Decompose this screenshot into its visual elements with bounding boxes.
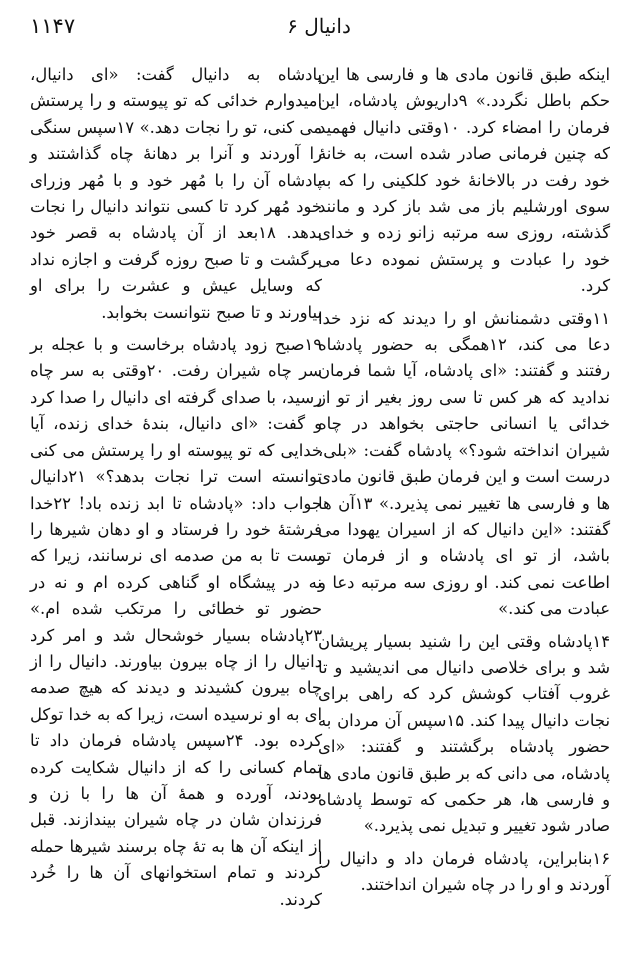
- paragraph: ۱۴پادشاه وقتی این را شنید بسیار پریشان شد و برای خلاصی دانیال می اندیشید و تا غروب آفتاب کوشش کرد که راهی برای نجات دانیال پیدا کند. ۱۵سپس آن مردان به حضور پادشاه برگشتند و گفتند: «ای پادشاه، می دانی که بر طبق قانون مادی ها و فارسی ها، هر حکمی که توسط پادشاه صادر شود تغییر و تبدیل نمی پذیرد.»: [318, 631, 611, 836]
- page-number: ۱۱۴۷: [30, 14, 76, 38]
- paragraph: اینکه طبق قانون مادی ها و فارسی ها این حکم باطل نگردد.» ۹داریوش پادشاه، این فرمان را امضاء کرد. ۱۰وقتی دانیال فهمید که چنین فرمانی صادر شده است، به خانهٔ خود رفت در بالاخانهٔ خود کلکینی را که به سوی اورشلیم باز می شد باز کرد و مانند گذشته، روزی سه مرتبه زانو زده و خدای خود را عبادت و پرستش نموده دعا می کرد.: [318, 65, 611, 296]
- paragraph: ۱۶بنابراین، پادشاه فرمان داد و دانیال را آوردند و او را در چاه شیران انداختند.: [318, 848, 610, 895]
- right-text-column: [318, 62, 610, 899]
- running-title: دانیال ۶: [287, 14, 351, 38]
- left-text-column: [30, 62, 322, 913]
- paragraph: ۱۱وقتی دشمنانش او را دیدند که نزد خدا دعا می کند، ۱۲همگی به حضور پادشاه رفتند و گفتند: «ای پادشاه، آیا شما فرمان ندادید که هر کس تا سی روز بغیر از تو از خدائی یا انسانی حاجتی بخواهد در چاه شیران انداخته شود؟» پادشاه گفت: «بلی، درست است و این فرمان طبق قانون مادی ها و فارسی ها تغییر نمی پذیرد.» ۱۳آن ها گفتند: «این دانیال که از اسیران یهودا می باشد، از تو ای پادشاه و از فرمان تو اطاعت نمی کند. او روزی سه مرتبه دعا و عبادت می کند.»: [318, 308, 610, 619]
- paragraph: پادشاه به دانیال گفت: «ای دانیال، امیدوارم خدائی که تو پیوسته و را پرستش می کنی، تو را نجات دهد.» ۱۷سپس سنگی را آوردند و آنرا بر دهانهٔ چاه گذاشتند و پادشاه آن را با مُهر خود و با مُهر وزرای خود مُهر کرد تا کسی نتواند دانیال را نجات بدهد. ۱۸بعد از آن پادشاه به قصر خود برگشت و تا صبح روزه گرفت و اجازه نداد که وسایل عیش و عشرت را برای او بیاورند و تا صبح نتوانست بخوابد.: [30, 65, 322, 322]
- paragraph: ۱۹صبح زود پادشاه برخاست و با عجله بر سر چاه شیران رفت. ۲۰وقتی به سر چاه رسید، با صدای گرفته ای دانیال را صدا کرد و گفت: «ای دانیال، بندهٔ خدای زنده، آیا خدایی که تو پیوسته او را پرستش می کنی توانسته است ترا نجات بدهد؟» ۲۱دانیال جواب داد: «پادشاه تا ابد زنده باد! ۲۲خدا فرشتهٔ خود را فرستاد و او دهان شیرها را بست تا به من صدمه ای نرسانند، زیرا که نه در پیشگاه او گناهی کرده ام و نه در حضور تو خطائی را مرتکب شده ام.» ۲۳پادشاه بسیار خوشحال شد و امر کرد دانیال را از چاه بیرون بیاورند. دانیال را از چاه بیرون کشیدند و دیدند که هیچ صدمه ای به او نرسیده است، زیرا که به خدا توکل کرده بود. ۲۴سپس پادشاه فرمان داد تا تمام کسانی را که از دانیال شکایت کرده بودند، آورده و همهٔ آن ها را با زن و فرزندان شان در چاه شیران بیندازند. قبل از اینکه آن ها به تهٔ چاه برسند شیرها حمله کردند و تمام استخوانهای آن ها را خُرد کردند.: [30, 335, 322, 909]
- page-header: [30, 14, 608, 44]
